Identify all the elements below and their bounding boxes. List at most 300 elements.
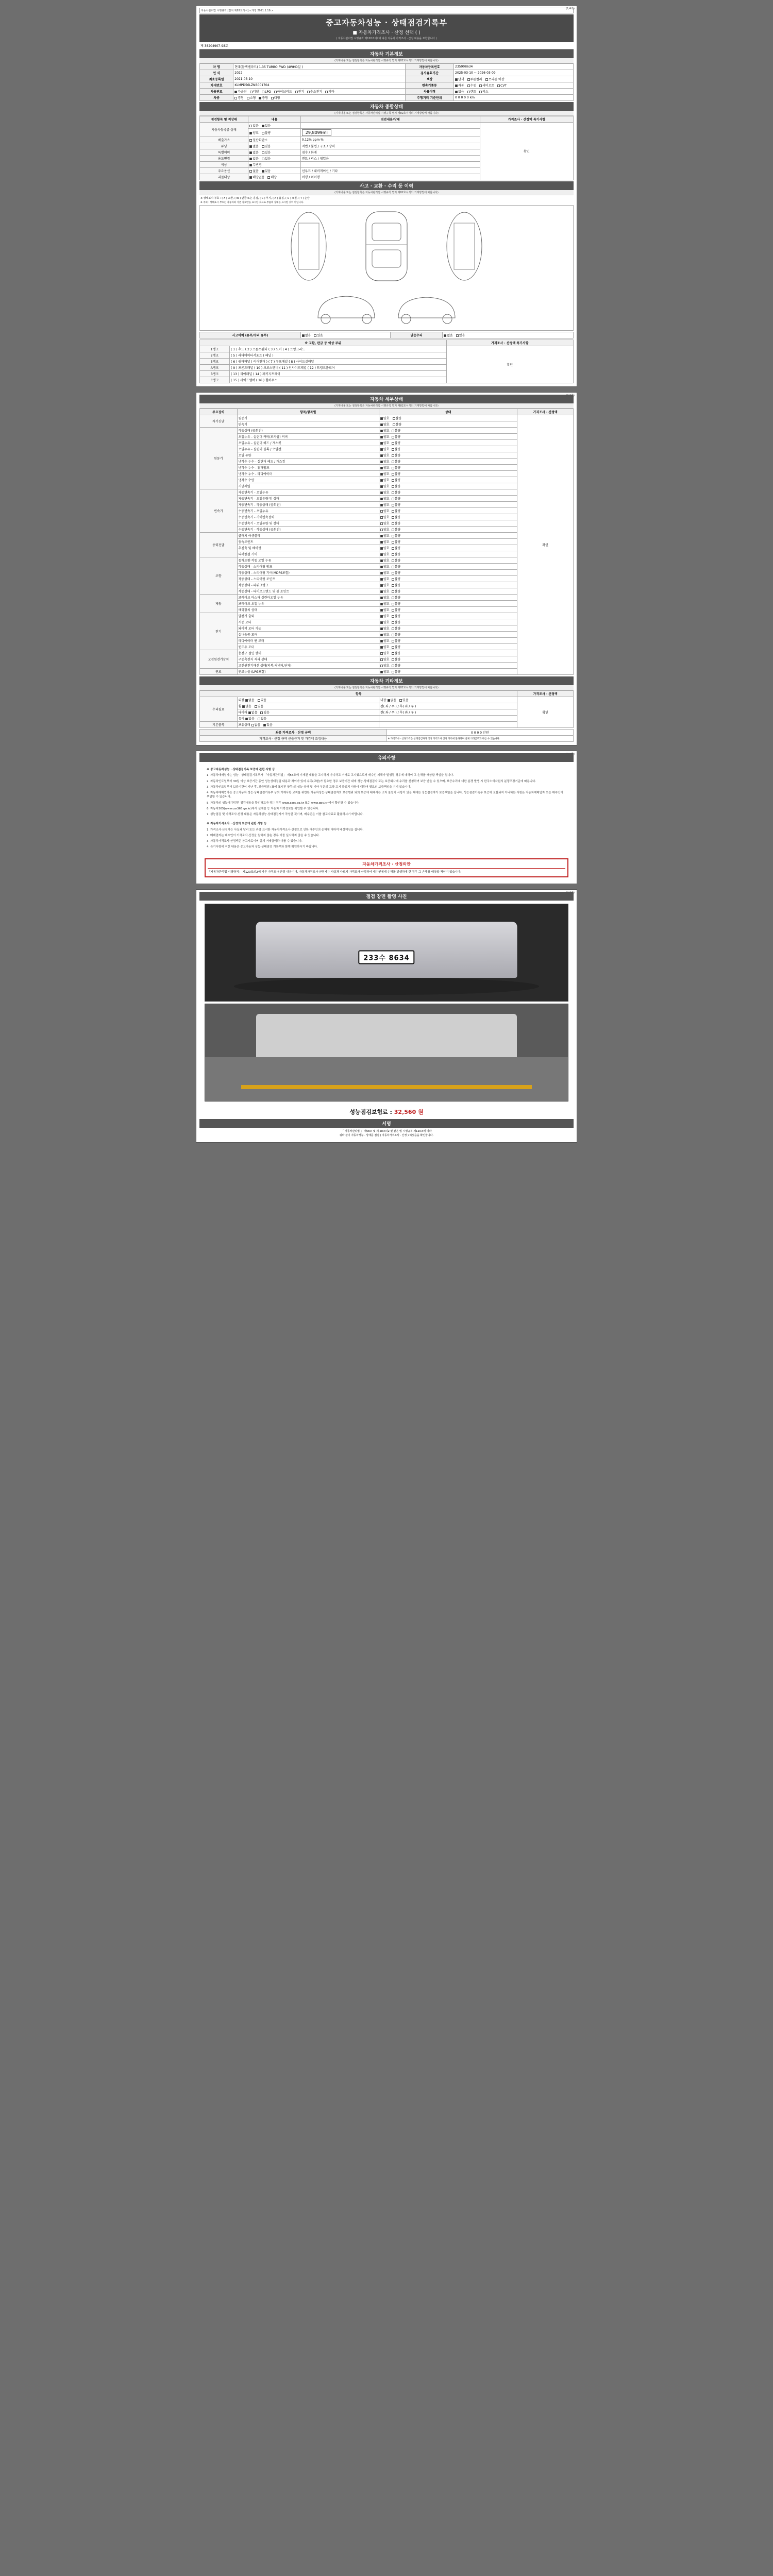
state-pt-2[interactable] bbox=[379, 545, 517, 551]
row-opts-registration[interactable] bbox=[248, 123, 301, 129]
detail-price-remark: 확인 bbox=[517, 415, 574, 675]
options-yes[interactable]: 있음 bbox=[262, 168, 271, 173]
page-1 bbox=[196, 5, 577, 387]
notice-item-2: 2. 자동차인도일부터 30일 이상 보증기간 동안 성능상태점검 내용과 차이가 있어 수리(교환)가 필요한 경우 보증기간 내에 성능·상태점검자 또는 보증회사에 수리를 신청하여 보증 받을 수 있으며, 보증수리에 대한 분쟁 발생 시 한국소비자원의 분쟁조정기준에 따릅니다. bbox=[207, 779, 536, 783]
label-car-name: 차 명 bbox=[200, 64, 233, 70]
state-good[interactable]: 양호 bbox=[380, 509, 390, 513]
row-detail-usechange: 렌트 / 리스 / 영업용 bbox=[300, 156, 480, 162]
notice-item-6: 6. 자동차365(www.car365.go.kr)에서 실매물 등 자동차 이력정보를 확인할 수 있습니다. bbox=[207, 807, 320, 810]
need-repair-exterior[interactable]: 외장 없음 있음 bbox=[237, 697, 379, 703]
state-trans-6[interactable] bbox=[379, 527, 517, 533]
state-hv-1[interactable] bbox=[379, 656, 517, 663]
state-bad[interactable]: 불량 bbox=[392, 570, 401, 575]
glass-detail bbox=[379, 716, 517, 722]
state-engine-3[interactable] bbox=[379, 446, 517, 452]
row-opts-color2[interactable] bbox=[248, 162, 301, 168]
fuel-option-hybrid[interactable]: 하이브리드 bbox=[274, 89, 292, 94]
item-trans-3: 수동변속기 - 오일누유 bbox=[237, 508, 379, 514]
state-good[interactable]: 양호 bbox=[380, 496, 390, 501]
state-br-0[interactable] bbox=[379, 595, 517, 601]
state-good[interactable]: 양호 bbox=[380, 657, 390, 662]
group-steering: 조향 bbox=[200, 557, 238, 595]
label-plate: 자동차등록번호 bbox=[405, 64, 453, 70]
type-option-large[interactable]: 대형 bbox=[271, 95, 280, 100]
state-good[interactable]: 양호 bbox=[380, 632, 390, 637]
state-good[interactable]: 양호 bbox=[380, 595, 390, 600]
state-good[interactable]: 양호 bbox=[380, 515, 390, 519]
state-bad[interactable]: 불량 bbox=[392, 459, 401, 464]
section-overall-note: (기재내용 또는 점검항목은 자동차관리법 시행규칙 별지 제82호서식의 기재방법에 따릅니다) bbox=[199, 111, 574, 116]
row-detail-special: 침수 / 화재 bbox=[300, 149, 480, 156]
exterior-none[interactable]: 없음 bbox=[245, 698, 255, 702]
state-good[interactable]: 양호 bbox=[380, 589, 390, 594]
usechange-none[interactable]: 없음 bbox=[249, 156, 259, 161]
state-good[interactable]: 양호 bbox=[380, 490, 390, 495]
state-bad[interactable]: 불량 bbox=[392, 447, 401, 451]
state-good[interactable]: 양호 bbox=[380, 471, 390, 476]
state-bad[interactable]: 불량 bbox=[392, 558, 401, 563]
state-bad[interactable]: 불량 bbox=[392, 515, 401, 519]
parts-rank-2: 2랭크 bbox=[200, 352, 230, 359]
need-repair-glass[interactable]: 유리 없음 있음 bbox=[237, 716, 379, 722]
section-detail-note: (기재내용 또는 점검항목은 자동차관리법 시행규칙 별지 제82호서식의 기재방법에 따릅니다) bbox=[199, 403, 574, 409]
state-bad[interactable]: 불량 bbox=[392, 583, 401, 587]
fuel-option-gasoline[interactable]: 가솔린 bbox=[234, 89, 246, 94]
label-first-registration: 최초등록일 bbox=[200, 76, 233, 82]
state-bad[interactable]: 불량 bbox=[392, 509, 401, 513]
state-bad[interactable]: 불량 bbox=[392, 669, 401, 674]
state-el-4[interactable] bbox=[379, 638, 517, 644]
state-good[interactable]: 양호 bbox=[380, 651, 390, 655]
state-bad[interactable]: 불량 bbox=[392, 434, 401, 439]
state-bad[interactable]: 불량 bbox=[392, 471, 401, 476]
signature-header: 서명 bbox=[199, 1119, 574, 1128]
overall-remark: 확인 bbox=[480, 123, 573, 180]
state-el-3[interactable] bbox=[379, 632, 517, 638]
value-simple-repair[interactable] bbox=[443, 332, 574, 338]
state-el-0[interactable] bbox=[379, 613, 517, 619]
group-transmission: 변속기 bbox=[200, 489, 238, 533]
row-label-usechange: 용도변경 bbox=[200, 156, 248, 162]
state-br-1[interactable] bbox=[379, 601, 517, 607]
state-bad[interactable]: 불량 bbox=[392, 614, 401, 618]
state-good[interactable]: 양호 bbox=[380, 626, 390, 631]
basic-items-state[interactable]: 보유상태 없음 있음 bbox=[237, 722, 379, 728]
item-engine-9: 커먼레일 bbox=[237, 483, 379, 489]
state-bad[interactable]: 불량 bbox=[392, 465, 401, 470]
item-engine-6: 냉각수 누수 - 워터펌프 bbox=[237, 465, 379, 471]
need-repair-tire[interactable]: 타이어 없음 있음 bbox=[237, 709, 379, 716]
row-label-registration: 자동차등록증 상태 bbox=[200, 123, 248, 137]
state-good[interactable]: 양호 bbox=[380, 422, 390, 427]
state-el-5[interactable] bbox=[379, 644, 517, 650]
item-br-1: 브레이크 오일 누유 bbox=[237, 601, 379, 607]
recall-na[interactable]: 해당없음 bbox=[249, 175, 264, 179]
state-good[interactable]: 양호 bbox=[380, 416, 390, 420]
interior-yes[interactable]: 있음 bbox=[399, 698, 409, 702]
state-engine-5[interactable] bbox=[379, 459, 517, 465]
state-good[interactable]: 양호 bbox=[380, 663, 390, 668]
item-br-2: 배력장치 상태 bbox=[237, 607, 379, 613]
glass-yes[interactable]: 있음 bbox=[258, 716, 267, 721]
label-usage-history: 사용이력 bbox=[405, 89, 453, 95]
recall-yes[interactable]: 해당 bbox=[267, 175, 277, 179]
overall-status-table bbox=[199, 116, 574, 180]
section-basic-info-note: (기재내용 또는 점검항목은 자동차관리법 시행규칙 별지 제82호서식의 기재방법에 따릅니다) bbox=[199, 58, 574, 63]
state-st-4[interactable] bbox=[379, 582, 517, 588]
item-br-0: 브레이크 마스터 실린더오일 누유 bbox=[237, 595, 379, 601]
value-first-registration: 2021-03-10 bbox=[233, 76, 406, 82]
label-inspection-period: 검사유효기간 bbox=[405, 70, 453, 76]
state-bad[interactable]: 불량 bbox=[392, 527, 401, 532]
state-bad[interactable]: 불량 bbox=[392, 601, 401, 606]
section-photos-header: 점검 장면 촬영 사진 bbox=[199, 892, 574, 901]
col-other-price: 가격조사 · 산정액 bbox=[517, 691, 574, 697]
vehicle-diagram bbox=[199, 205, 574, 331]
transmission-option-manual[interactable]: 수동 bbox=[467, 83, 477, 88]
state-br-2[interactable] bbox=[379, 607, 517, 613]
state-good[interactable]: 양호 bbox=[380, 558, 390, 563]
row-label-color2: 색상 bbox=[200, 162, 248, 168]
state-good[interactable]: 양호 bbox=[380, 620, 390, 624]
row-opts-recall[interactable] bbox=[248, 174, 301, 180]
state-engine-2[interactable] bbox=[379, 440, 517, 446]
state-el-2[interactable] bbox=[379, 625, 517, 632]
mileage-value: 29,8099mi bbox=[302, 129, 331, 136]
state-bad[interactable]: 불량 bbox=[392, 428, 401, 433]
group-engine: 원동기 bbox=[200, 428, 238, 489]
transmission-option-semiauto[interactable]: 세미오토 bbox=[479, 83, 494, 88]
type-option-medium[interactable]: 중형 bbox=[259, 95, 268, 100]
value-transmission-options[interactable] bbox=[454, 82, 574, 89]
state-good[interactable]: 양호 bbox=[380, 552, 390, 556]
accident-yes[interactable]: 있음 bbox=[314, 333, 323, 337]
tuning-yes[interactable]: 있음 bbox=[262, 144, 271, 148]
section-detail-header: 자동차 세부상태 bbox=[199, 395, 574, 403]
state-bad[interactable]: 불량 bbox=[392, 632, 401, 637]
state-trans-4[interactable] bbox=[379, 514, 517, 520]
col-main-device: 주요장치 bbox=[200, 409, 238, 415]
value-fuel-options[interactable] bbox=[233, 89, 406, 95]
glass-none[interactable]: 없음 bbox=[245, 716, 255, 721]
row-label-tuning: 튜닝 bbox=[200, 143, 248, 149]
state-bad[interactable]: 불량 bbox=[392, 552, 401, 556]
state-trans-5[interactable] bbox=[379, 520, 517, 527]
state-good[interactable]: 양호 bbox=[380, 459, 390, 464]
photo-underbody-lift bbox=[205, 1004, 568, 1101]
state-pt-0[interactable] bbox=[379, 533, 517, 539]
state-engine-4[interactable] bbox=[379, 452, 517, 459]
item-hv-1: 구동축전지 격리 상태 bbox=[237, 656, 379, 663]
item-trans-6: 수동변속기 - 작동상태 (공회전) bbox=[237, 527, 379, 533]
final-price-value: 0 0 0 0 만원 bbox=[386, 730, 574, 736]
group-self-diagnosis: 자기진단 bbox=[200, 415, 238, 428]
diagram-legend-1: ※ 상태표시 부호 : ( X ) 교환, ( W ) 판금 또는 용접, ( C ) 부식, ( A ) 흠집, ( U ) 요철, ( T ) 손상 bbox=[200, 197, 310, 200]
state-bad[interactable]: 불량 bbox=[392, 440, 401, 445]
state-good[interactable]: 양호 bbox=[380, 434, 390, 439]
price-estimate-warning-body: 「자동차관리법 시행규칙」 제120조의2에 따른 가격조사·산정 내용이며, 자동차가격조사·산정자는 사실과 다르게 가격조사·산정하여 매수인에게 손해를 발생하게 한 경우 그 손해를 배상할 책임이 있습니다. bbox=[208, 870, 462, 874]
notice-item-7: 7. 성능점검 및 가격조사·산정 내용은 자동차성능·상태점검자가 작성한 것이며, 매수인은 이를 참고자료로 활용하시기 바랍니다. bbox=[207, 813, 364, 816]
basic-none[interactable]: 없음 bbox=[251, 722, 261, 727]
parts-list-5: ( 13 ) 리어패널 ( 14 ) 패키지트레이 bbox=[230, 371, 447, 377]
state-good[interactable]: 양호 bbox=[380, 465, 390, 470]
state-trans-diag[interactable] bbox=[379, 421, 517, 428]
type-option-light[interactable]: 경형 bbox=[234, 95, 244, 100]
parts-list-6: ( 15 ) 사이드멤버 ( 16 ) 휠하우스 bbox=[230, 377, 447, 383]
state-engine-7[interactable] bbox=[379, 471, 517, 477]
row-label-special-history: 특별이력 bbox=[200, 149, 248, 156]
state-bad[interactable]: 불량 bbox=[392, 478, 401, 482]
state-bad[interactable]: 불량 bbox=[392, 645, 401, 649]
state-engine-1[interactable] bbox=[379, 434, 517, 440]
item-trans-4: 수동변속기 - 기어변속장치 bbox=[237, 514, 379, 520]
state-bad[interactable]: 불량 bbox=[392, 595, 401, 600]
state-engine-6[interactable] bbox=[379, 465, 517, 471]
state-bad[interactable]: 불량 bbox=[393, 416, 402, 420]
value-usage-options[interactable] bbox=[454, 89, 574, 95]
fuel-option-other[interactable]: 기타 bbox=[325, 89, 334, 94]
col-remark: 가격조사 · 산정액 특기사항 bbox=[480, 116, 573, 123]
odometer-good[interactable]: 양호 bbox=[249, 130, 259, 135]
need-repair-wheel[interactable]: 휠 없음 있음 bbox=[237, 703, 379, 709]
item-st-1: 작동상태 - 스티어링 펌프 bbox=[237, 564, 379, 570]
state-good[interactable]: 양호 bbox=[380, 484, 390, 488]
item-st-2: 작동상태 - 스티어링 기어(MDPS포함) bbox=[237, 570, 379, 576]
parts-remark-title: 가격조사 · 산정액 특기사항 bbox=[446, 340, 574, 346]
state-good[interactable]: 양호 bbox=[380, 614, 390, 618]
state-good[interactable]: 양호 bbox=[380, 601, 390, 606]
parts-rank-3: 3랭크 bbox=[200, 359, 230, 365]
row-detail-odometer bbox=[300, 129, 480, 137]
value-accident-history[interactable] bbox=[300, 332, 390, 338]
state-fu-0[interactable] bbox=[379, 669, 517, 675]
color-option-three-tone[interactable]: 쓰리톤 이상 bbox=[485, 77, 505, 81]
item-el-1: 시동 모터 bbox=[237, 619, 379, 625]
item-el-0: 발전기 출력 bbox=[237, 613, 379, 619]
state-good[interactable]: 양호 bbox=[380, 638, 390, 643]
item-engine-7: 냉각수 누수 - 라디에이터 bbox=[237, 471, 379, 477]
state-bad[interactable]: 불량 bbox=[392, 490, 401, 495]
state-good[interactable]: 양호 bbox=[380, 478, 390, 482]
options-none[interactable]: 없음 bbox=[249, 168, 259, 173]
value-vin: KLMPD56LZNB001704 bbox=[233, 82, 406, 89]
row-label-options: 주요옵션 bbox=[200, 168, 248, 174]
state-pt-1[interactable] bbox=[379, 539, 517, 545]
state-engine-diag[interactable] bbox=[379, 415, 517, 421]
car-side-right-icon bbox=[433, 208, 495, 285]
state-bad[interactable]: 불량 bbox=[393, 422, 402, 427]
state-pt-3[interactable] bbox=[379, 551, 517, 557]
page-4 bbox=[196, 889, 577, 1143]
state-good[interactable]: 양호 bbox=[380, 502, 390, 507]
parts-list-4: ( 9 ) 프론트패널 ( 10 ) 크로스멤버 ( 11 ) 인사이드패널 ( 12 ) 트렁크플로어 bbox=[230, 365, 447, 371]
state-st-3[interactable] bbox=[379, 576, 517, 582]
state-engine-9[interactable] bbox=[379, 483, 517, 489]
item-pt-1: 등속조인트 bbox=[237, 539, 379, 545]
notice-title-1: ※ 중고자동차성능 · 상태점검기록 보증에 관한 사항 등 bbox=[207, 768, 275, 771]
section-other-header: 자동차 기타정보 bbox=[199, 676, 574, 685]
state-bad[interactable]: 불량 bbox=[392, 607, 401, 612]
parts-rank-5: B랭크 bbox=[200, 371, 230, 377]
state-st-1[interactable] bbox=[379, 564, 517, 570]
notice-item-4: 4. 자동차매매업자는 중고자동차 성능·상태점검기록부 상의 기재사항 고지를 위반한 자동차성능·상태점검자의 보증범위 외의 보증에 대해서는 고지 불일치 사항이 있을 때에는 성능점검자가 보증책임을 집니다. 성능점검기록부 보증에 포함되지 아니하는 사항은 자동차매매업자 또는 매수인이 부담할 수 있습니다. bbox=[207, 791, 563, 799]
state-hv-2[interactable] bbox=[379, 663, 517, 669]
page-tag: (1/4쪽) bbox=[566, 7, 575, 10]
state-bad[interactable]: 불량 bbox=[392, 620, 401, 624]
state-good[interactable]: 양호 bbox=[380, 645, 390, 649]
row-opts-emission[interactable] bbox=[248, 137, 301, 143]
state-trans-2[interactable] bbox=[379, 502, 517, 508]
state-trans-0[interactable] bbox=[379, 489, 517, 496]
state-hv-0[interactable] bbox=[379, 650, 517, 656]
state-st-2[interactable] bbox=[379, 570, 517, 576]
row-opts-tuning[interactable] bbox=[248, 143, 301, 149]
state-good[interactable]: 양호 bbox=[380, 583, 390, 587]
state-bad[interactable]: 불량 bbox=[392, 657, 401, 662]
state-good[interactable]: 양호 bbox=[380, 607, 390, 612]
state-bad[interactable]: 불량 bbox=[392, 453, 401, 457]
state-trans-1[interactable] bbox=[379, 496, 517, 502]
tire-none[interactable]: 없음 bbox=[248, 710, 258, 715]
state-st-0[interactable] bbox=[379, 557, 517, 564]
state-trans-3[interactable] bbox=[379, 508, 517, 514]
state-engine-0[interactable] bbox=[379, 428, 517, 434]
transmission-option-cvt[interactable]: CVT bbox=[497, 84, 507, 88]
notice2-item-4: 4. 특기사항에 적힌 내용은 중고자동차 성능·상태점검 기록부와 함께 확인하시기 바랍니다. bbox=[207, 845, 318, 849]
notice-title-2: ※ 자동차가격조사 · 산정의 보증에 관한 사항 등 bbox=[207, 822, 267, 826]
row-opts-options[interactable] bbox=[248, 168, 301, 174]
section-other-note: (기재내용 또는 점검항목은 자동차관리법 시행규칙 별지 제82호서식의 기재방법에 따릅니다) bbox=[199, 685, 574, 690]
state-bad[interactable]: 불량 bbox=[392, 496, 401, 501]
state-bad[interactable]: 불량 bbox=[392, 626, 401, 631]
tire-yes[interactable]: 있음 bbox=[260, 710, 270, 715]
notice-item-3: 3. 자동차인도일부터 보증기간이 지난 후, 보증범위 (표에 표시된 항목)의 성능·상태 및 기타 부분의 고장·고지 불일치 사항에 대하여 별도의 보증책임을 지지 않습니다. bbox=[207, 785, 411, 789]
tuning-none[interactable]: 없음 bbox=[249, 144, 259, 148]
state-bad[interactable]: 불량 bbox=[392, 577, 401, 581]
usage-option-lease[interactable]: 리스 bbox=[479, 89, 489, 94]
state-bad[interactable]: 불량 bbox=[392, 546, 401, 550]
item-pt-3: 디퍼렌셜 기어 bbox=[237, 551, 379, 557]
color2-nochange[interactable]: 무변경 bbox=[249, 162, 261, 167]
usechange-yes[interactable]: 있음 bbox=[262, 156, 271, 161]
parts-list-1: ( 1 ) 후드 ( 2 ) 프론트휀더 ( 3 ) 도어 ( 4 ) 트렁크리드 bbox=[230, 346, 447, 352]
state-bad[interactable]: 불량 bbox=[392, 663, 401, 668]
state-good[interactable]: 양호 bbox=[380, 428, 390, 433]
row-detail-recall: 이행 / 미이행 bbox=[300, 174, 480, 180]
row-opts-usechange[interactable] bbox=[248, 156, 301, 162]
row-opts-special[interactable] bbox=[248, 149, 301, 156]
interior-none[interactable]: 없음 bbox=[388, 698, 397, 702]
price-estimate-warning-box bbox=[205, 858, 568, 877]
color-option-two-tone[interactable]: 투톤칼라 bbox=[467, 77, 482, 81]
registration-none[interactable]: 없음 bbox=[249, 123, 259, 128]
state-good[interactable]: 양호 bbox=[380, 669, 390, 674]
state-bad[interactable]: 불량 bbox=[392, 638, 401, 643]
type-option-small[interactable]: 소형 bbox=[247, 95, 256, 100]
value-model-year: 2022 bbox=[233, 70, 406, 76]
row-basic-items: 기본품목 bbox=[200, 722, 238, 728]
notice-item-5: 5. 자동차의 성능에 관련된 점검내용을 확인하고자 하는 경우 www.cars.go.kr 또는 www.gov.kr 에서 확인할 수 있습니다. bbox=[207, 801, 360, 805]
exterior-yes[interactable]: 있음 bbox=[258, 698, 267, 702]
label-vehicle-type: 차종 bbox=[200, 95, 233, 101]
state-bad[interactable]: 불량 bbox=[392, 651, 401, 655]
parts-rank-1: 1랭크 bbox=[200, 346, 230, 352]
state-bad[interactable]: 불량 bbox=[392, 484, 401, 488]
color-option-single[interactable]: 단색 bbox=[455, 77, 464, 81]
wheel-yes[interactable]: 있음 bbox=[255, 704, 264, 708]
state-bad[interactable]: 불량 bbox=[392, 564, 401, 569]
fuel-option-lpg[interactable]: LPG bbox=[262, 90, 271, 94]
item-engine-3: 오일누유 - 실린더 블록 / 오일팬 bbox=[237, 446, 379, 452]
label-fuel: 사용연료 bbox=[200, 89, 233, 95]
state-good[interactable]: 양호 bbox=[380, 570, 390, 575]
need-repair-interior[interactable]: 내장 없음 있음 bbox=[379, 697, 517, 703]
usage-option-none[interactable]: 없음 bbox=[455, 89, 464, 94]
state-good[interactable]: 양호 bbox=[380, 533, 390, 538]
state-good[interactable]: 양호 bbox=[380, 447, 390, 451]
state-bad[interactable]: 불량 bbox=[392, 533, 401, 538]
state-good[interactable]: 양호 bbox=[380, 539, 390, 544]
state-good[interactable]: 양호 bbox=[380, 521, 390, 526]
fuel-option-diesel[interactable]: 디젤 bbox=[250, 89, 259, 94]
car-top-view-icon bbox=[343, 208, 430, 285]
transmission-option-auto[interactable]: 자동 bbox=[455, 83, 464, 88]
item-el-2: 와이퍼 모터 기능 bbox=[237, 625, 379, 632]
fuel-option-hydrogen[interactable]: 수소전기 bbox=[307, 89, 322, 94]
parts-remark-value: 확인 bbox=[446, 346, 574, 383]
special-yes[interactable]: 있음 bbox=[262, 150, 271, 155]
value-vehicle-type-options[interactable] bbox=[233, 95, 406, 101]
state-engine-8[interactable] bbox=[379, 477, 517, 483]
accident-none[interactable]: 없음 bbox=[302, 333, 311, 337]
basic-yes[interactable]: 있음 bbox=[263, 722, 273, 727]
state-bad[interactable]: 불량 bbox=[392, 521, 401, 526]
page-tag-2: (2/4쪽) bbox=[566, 394, 575, 397]
state-good[interactable]: 양호 bbox=[380, 577, 390, 581]
col-detail: 점검내용/상태 bbox=[300, 116, 480, 123]
registration-yes[interactable]: 있음 bbox=[262, 123, 271, 128]
state-bad[interactable]: 불량 bbox=[392, 539, 401, 544]
form-reference: 자동차관리법 시행규칙 [별지 제82호서식] <개정 2021.1.19.> bbox=[199, 8, 574, 13]
car-side-left-icon bbox=[278, 208, 340, 285]
row-detail-options: 선루프 / 내비게이션 / 기타 bbox=[300, 168, 480, 174]
state-good[interactable]: 양호 bbox=[380, 564, 390, 569]
state-good[interactable]: 양호 bbox=[380, 527, 390, 532]
notice2-item-1: 1. 가격조사·산정자는 사실과 달리 또는 과장 표시한 자동차가격조사·산정으로 인한 매수인의 손해에 대하여 배상책임을 집니다. bbox=[207, 828, 364, 832]
state-bad[interactable]: 불량 bbox=[392, 589, 401, 594]
state-good[interactable]: 양호 bbox=[380, 546, 390, 550]
special-none[interactable]: 없음 bbox=[249, 150, 259, 155]
simple-none[interactable]: 없음 bbox=[444, 333, 453, 337]
simple-yes[interactable]: 있음 bbox=[456, 333, 465, 337]
wheel-none[interactable]: 없음 bbox=[242, 704, 251, 708]
group-hv-electric: 고전원전기장치 bbox=[200, 650, 238, 669]
odometer-bad[interactable]: 불량 bbox=[262, 130, 271, 135]
parts-list-2: ( 5 ) 라디에이터서포트 ( 패널 ) bbox=[230, 352, 447, 359]
state-st-5[interactable] bbox=[379, 588, 517, 595]
fuel-option-electric[interactable]: 전기 bbox=[295, 89, 305, 94]
document-title-band bbox=[199, 14, 574, 42]
emission-co[interactable]: 일산화탄소 bbox=[249, 138, 267, 142]
state-good[interactable]: 양호 bbox=[380, 440, 390, 445]
usage-option-rent[interactable]: 렌트 bbox=[467, 89, 477, 94]
state-bad[interactable]: 불량 bbox=[392, 502, 401, 507]
state-good[interactable]: 양호 bbox=[380, 453, 390, 457]
group-electrical: 전기 bbox=[200, 613, 238, 650]
value-color-options[interactable] bbox=[454, 76, 574, 82]
state-el-1[interactable] bbox=[379, 619, 517, 625]
row-opts-odometer[interactable] bbox=[248, 129, 301, 137]
